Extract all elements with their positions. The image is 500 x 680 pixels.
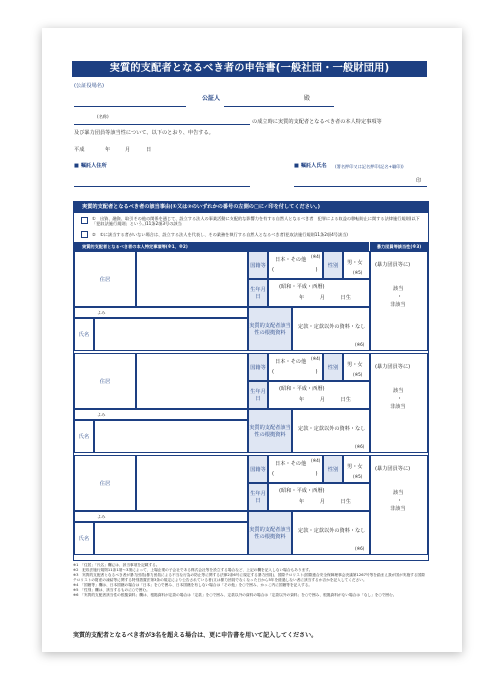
applicant-name-line xyxy=(294,186,427,187)
nationality-value-1: 日本・その他 xyxy=(275,257,307,263)
evidence-value-3: 定款・定款以外の資料・なし xyxy=(298,528,366,534)
nationality-value-2: 日本・その他 xyxy=(275,359,307,365)
boryoku-dot-3: ・ xyxy=(397,498,403,504)
evidence-note-2: (※6) xyxy=(355,444,365,449)
boryoku-no-1: 非該当 xyxy=(390,302,406,308)
boryoku-dot-2: ・ xyxy=(397,396,403,402)
address-field-1[interactable] xyxy=(136,251,248,307)
applicant-address-line xyxy=(74,186,250,187)
org-name-line xyxy=(74,106,186,107)
sex-label-1: 性別 xyxy=(323,251,343,279)
nationality-field-1[interactable] xyxy=(268,251,323,279)
person-block-1 xyxy=(74,251,428,351)
sex-note-2: (※5) xyxy=(353,372,363,377)
boryoku-value-1: (暴力団員等に) xyxy=(375,262,411,268)
birth-label-2: 生年月日 xyxy=(248,381,268,409)
address-label-3: 住居 xyxy=(74,455,136,511)
birth-value-1: 年 月 日生 xyxy=(299,295,351,301)
nationality-paren-3: ( ) xyxy=(272,471,318,477)
boryoku-value-2: (暴力団員等に) xyxy=(375,364,411,370)
nationality-note-3: (※4) xyxy=(311,458,321,463)
nationality-field-2[interactable] xyxy=(268,353,323,381)
notary-name-line xyxy=(224,106,334,107)
applicant-name-note: (署名押印又は記名押印(記名+職印)) xyxy=(335,164,404,169)
evidence-field-2[interactable] xyxy=(292,409,370,453)
birth-field-2[interactable] xyxy=(268,381,370,409)
boryoku-heading-note: (※3) xyxy=(410,244,422,249)
corp-name-line xyxy=(74,124,250,125)
notary-suffix: 殿 xyxy=(304,95,311,102)
nationality-paren-1: ( ) xyxy=(272,267,318,273)
boryoku-yes-1: 該当 xyxy=(393,286,404,292)
sex-value-2: 男・女 xyxy=(347,362,363,368)
note-6: ※6 「実質的支配者該当性の根拠資料」欄は、根拠資料が定款の場合は「定款」を○で囲み、定款以外の資料の場合は「定款以外の資料」を○で囲み、根拠資料がない場合は「なし」を○で囲む。 xyxy=(73,593,397,597)
sex-note-3: (※5) xyxy=(353,474,363,479)
form-sheet xyxy=(42,28,462,652)
birth-era-2: (昭和・平成・西暦) xyxy=(279,386,325,392)
name-field-3[interactable] xyxy=(94,522,248,555)
nationality-label-3: 国籍等 xyxy=(248,455,268,483)
boryoku-field-2[interactable] xyxy=(370,353,428,453)
address-label-2: 住居 xyxy=(74,353,136,409)
kana-field-1[interactable] xyxy=(74,307,248,318)
form-title: 実質的支配者となるべき者の申告書(一般社団・一般財団用) xyxy=(72,61,427,77)
note-4: ※4 「国籍等」欄は、日本国籍の場合は「日本」を○で囲み、日本国籍を有しない場合は「その他」を○で囲み、かっこ内に国籍等を記入する。 xyxy=(73,583,313,587)
reason-1-checkbox[interactable] xyxy=(81,217,88,224)
birth-value-3: 年 月 日生 xyxy=(299,499,351,505)
reason-1-text: ① 出資、融資、取引その他の関係を通じて、設立する法人の事業活動に支配的な影響力を有する自然人となるべき者 犯罪による収益の移転防止に関する法律施行規則(以下「犯収法施行規則」という。)11条2項3号の該当 xyxy=(92,216,420,227)
boryoku-yes-3: 該当 xyxy=(393,490,404,496)
nationality-field-3[interactable] xyxy=(268,455,323,483)
evidence-note-3: (※6) xyxy=(355,546,365,551)
evidence-value-2: 定款・定款以外の資料・なし xyxy=(298,426,366,432)
name-label-3: 氏名 xyxy=(74,522,94,555)
nationality-label-1: 国籍等 xyxy=(248,251,268,279)
date-era: 平成 xyxy=(74,147,85,153)
notes-block xyxy=(73,563,427,598)
nationality-paren-2: ( ) xyxy=(272,369,318,375)
kana-label-1: よみ xyxy=(97,310,106,315)
name-field-2[interactable] xyxy=(94,420,248,453)
boryoku-yes-2: 該当 xyxy=(393,388,404,394)
note-3: ※3 実質的支配者となるべき者が暴力団員(暴力団員による不当な行為の防止等に関する法律2条6号に規定する暴力団員)、国際テロリスト(国際連合安全保障理事会決議第1267号等を踏まえ我が国が実施する国際テロリストの財産の凍結等に関する特別措置法第3条の規定により公告されている者)又は暴力団員でなくなった日から5年を経過しない者に該当するか否かを記入してください。 xyxy=(73,573,425,582)
notary-label: 公証人 xyxy=(202,95,221,102)
evidence-label-1: 実質的支配者該当性の根拠資料 xyxy=(248,307,292,351)
birth-field-3[interactable] xyxy=(268,483,370,511)
date-day-label: 日 xyxy=(146,147,152,153)
sex-label-2: 性別 xyxy=(323,353,343,381)
persons-heading-text: 実質的支配者となるべき者の本人特定事項等 xyxy=(82,244,166,249)
persons-heading-note: (※1、※2) xyxy=(165,244,188,249)
date-year-label: 年 xyxy=(105,147,111,153)
boryoku-field-3[interactable] xyxy=(370,455,428,555)
boryoku-no-3: 非該当 xyxy=(390,506,406,512)
declaration-section xyxy=(73,201,429,561)
note-1: ※1 「住居」「氏名」欄には、該当事項を記載する。 xyxy=(73,563,160,567)
evidence-note-1: (※6) xyxy=(355,342,365,347)
address-field-2[interactable] xyxy=(136,353,248,409)
address-label-1: 住居 xyxy=(74,251,136,307)
org-name-label: (公証役場名) xyxy=(74,83,104,89)
name-field-1[interactable] xyxy=(94,318,248,351)
sex-value-1: 男・女 xyxy=(347,260,363,266)
reason-heading: 実質的支配者となるべき者の該当事由(①又は②のいずれかの番号の左側の□に✓印を付してください。) xyxy=(74,202,428,213)
seal-mark: 印 xyxy=(416,178,422,184)
name-label-2: 氏名 xyxy=(74,420,94,453)
nationality-note-2: (※4) xyxy=(311,356,321,361)
intro-line-2: 及び暴力団員等該当性について、以下のとおり、申告する。 xyxy=(74,130,214,136)
boryoku-heading-text: 暴力団員等該当性 xyxy=(376,244,411,249)
reason-2-checkbox[interactable] xyxy=(81,231,88,238)
corp-name-small-label: (名称) xyxy=(97,114,109,119)
birth-label-1: 生年月日 xyxy=(248,279,268,307)
address-field-3[interactable] xyxy=(136,455,248,511)
note-2: ※2 犯収法施行規則11条1項～3項によって、上場企業の子会社である株式会社等を設立する場合など、上記の欄を記入しない場合もあります。 xyxy=(73,568,313,572)
nationality-value-3: 日本・その他 xyxy=(275,461,307,467)
birth-field-1[interactable] xyxy=(268,279,370,307)
boryoku-value-3: (暴力団員等に) xyxy=(375,466,411,472)
note-5: ※5 「性別」欄は、該当するものに○で囲む。 xyxy=(73,588,150,592)
sex-field-2[interactable] xyxy=(343,353,370,381)
sex-note-1: (※5) xyxy=(353,270,363,275)
intro-line-1: の成立時に実質的支配者となるべき者の本人特定事項等 xyxy=(252,119,382,125)
sex-label-3: 性別 xyxy=(323,455,343,483)
boryoku-field-1[interactable] xyxy=(370,251,428,351)
kana-field-3[interactable] xyxy=(74,511,248,522)
evidence-label-3: 実質的支配者該当性の根拠資料 xyxy=(248,511,292,555)
sex-field-3[interactable] xyxy=(343,455,370,483)
evidence-field-3[interactable] xyxy=(292,511,370,555)
footer-instruction: 実質的支配者となるべき者が3名を超える場合は、更に申告書を用いて記入してください。 xyxy=(73,632,318,639)
birth-label-3: 生年月日 xyxy=(248,483,268,511)
name-label-1: 氏名 xyxy=(74,318,94,351)
person-block-3 xyxy=(74,455,428,555)
kana-label-2: よみ xyxy=(97,412,106,417)
boryoku-heading xyxy=(370,242,428,251)
boryoku-no-2: 非該当 xyxy=(390,404,406,410)
birth-value-2: 年 月 日生 xyxy=(299,397,351,403)
persons-heading xyxy=(74,242,369,251)
nationality-note-1: (※4) xyxy=(311,254,321,259)
boryoku-dot-1: ・ xyxy=(397,294,403,300)
sex-value-3: 男・女 xyxy=(347,464,363,470)
applicant-name-label: ■ 嘱託人氏名 xyxy=(294,163,327,169)
birth-era-1: (昭和・平成・西暦) xyxy=(279,284,325,290)
sex-field-1[interactable] xyxy=(343,251,370,279)
evidence-label-2: 実質的支配者該当性の根拠資料 xyxy=(248,409,292,453)
applicant-address-label: ■ 嘱託人住所 xyxy=(74,163,107,169)
reason-2-text: ② ①に該当する者がいない場合は、設立する法人を代表し、その業務を執行する自然人となるべき者(犯収法施行規則11条2項4号該当) xyxy=(92,232,348,237)
kana-field-2[interactable] xyxy=(74,409,248,420)
nationality-label-2: 国籍等 xyxy=(248,353,268,381)
person-block-2 xyxy=(74,353,428,453)
kana-label-3: よみ xyxy=(97,514,106,519)
evidence-field-1[interactable] xyxy=(292,307,370,351)
evidence-value-1: 定款・定款以外の資料・なし xyxy=(298,324,366,330)
birth-era-3: (昭和・平成・西暦) xyxy=(279,488,325,494)
date-month-label: 月 xyxy=(125,147,131,153)
